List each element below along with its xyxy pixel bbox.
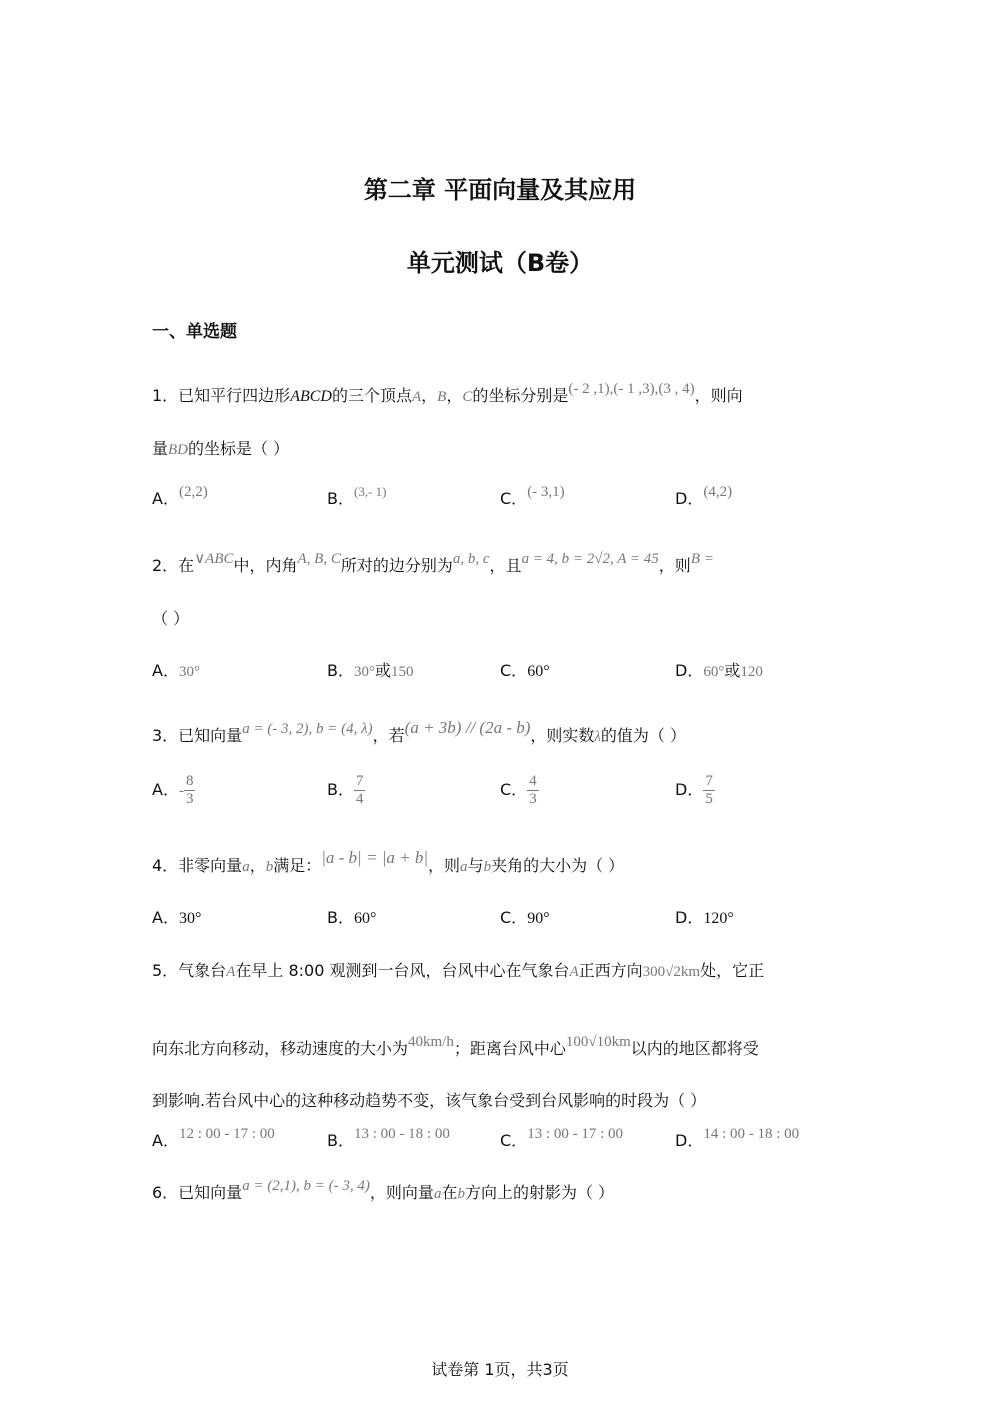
option-value: 30° <box>178 910 202 927</box>
q2-option-b[interactable] <box>327 658 414 681</box>
q5-text: 正西方向 <box>578 961 643 980</box>
question-3-line-1 <box>152 718 687 746</box>
option-value: (2,2) <box>178 484 208 500</box>
q3-option-a[interactable] <box>152 773 195 808</box>
option-label: C． <box>500 661 528 680</box>
option-value: 13 : 00 - 18 : 00 <box>353 1126 450 1142</box>
option-value: 30° <box>353 664 375 680</box>
option-value: 60° <box>353 910 377 927</box>
q1-shape: ABCD <box>290 388 332 405</box>
q5-option-c[interactable] <box>500 1128 623 1151</box>
q3-lambda: λ <box>594 729 601 745</box>
option-label: C． <box>500 908 528 927</box>
q3-option-c[interactable] <box>500 773 539 808</box>
q1-coords: (- 2 ,1),(- 1 ,3),(3 , 4) <box>568 381 695 397</box>
option-label: B． <box>327 1131 354 1150</box>
q4-vector-a: a <box>460 859 468 875</box>
q2-text: 2．在 <box>152 556 195 575</box>
q5-text: 处，它正 <box>700 961 765 980</box>
q1-text: 的坐标分别是 <box>472 386 569 405</box>
q3-text: 的值为（ ） <box>600 726 687 745</box>
q5-text: 5．气象台 <box>152 961 227 980</box>
q6-text: 6．已知向量 <box>152 1183 243 1202</box>
fraction <box>354 773 366 808</box>
q2-angles: A, B, C <box>297 551 341 567</box>
fraction-numerator: 4 <box>529 773 537 789</box>
q2-option-c[interactable] <box>500 658 550 681</box>
question-1-line-1 <box>152 383 743 406</box>
question-5-line-2 <box>152 1036 759 1059</box>
q2-text: ，且 <box>489 556 522 575</box>
q2-given: a = 4, b = 2√2, A = 45 <box>521 551 659 567</box>
option-label: A． <box>152 908 179 927</box>
option-value: 60° <box>703 664 725 680</box>
q5-speed: 40km/h <box>408 1034 454 1050</box>
q4-text: 4．非零向量 <box>152 856 243 875</box>
q1-point-a: A <box>411 389 422 405</box>
q5-text: 在早上 8:00 观测到一台风，台风中心在气象台 <box>235 961 570 980</box>
option-value: (4,2) <box>703 484 733 500</box>
q1-option-a[interactable] <box>152 486 208 509</box>
q5-text: 以内的地区都将受 <box>630 1039 759 1058</box>
q2-text: ，则 <box>658 556 691 575</box>
q4-vector-a: a <box>242 859 250 875</box>
q3-vectors: a = (- 3, 2), b = (4, λ) <box>242 721 373 737</box>
q1-text: ，则向 <box>694 386 743 405</box>
q6-vectors: a = (2,1), b = (- 3, 4) <box>242 1178 370 1194</box>
q4-vector-b: b <box>265 859 274 875</box>
q3-condition: (a + 3b) // (2a - b) <box>404 718 531 737</box>
question-4-line-1 <box>152 848 625 876</box>
fraction <box>703 773 715 808</box>
q2-option-a[interactable] <box>152 658 200 681</box>
page-title: 第二章 平面向量及其应用 <box>363 176 637 204</box>
q1-sep: ， <box>446 386 463 405</box>
q1-sep: ， <box>421 386 438 405</box>
q3-text: ，若 <box>372 726 405 745</box>
q5-option-b[interactable] <box>327 1128 450 1151</box>
question-6-line-1 <box>152 1180 614 1203</box>
question-5-line-1 <box>152 958 764 981</box>
q1-option-c[interactable] <box>500 486 565 509</box>
q4-option-b[interactable] <box>327 905 376 928</box>
option-or: 或 <box>724 661 741 680</box>
question-2-line-1 <box>152 553 714 576</box>
fraction-numerator: 8 <box>185 773 194 789</box>
option-label: D． <box>675 780 704 799</box>
option-value: 13 : 00 - 17 : 00 <box>527 1126 624 1142</box>
q4-option-c[interactable] <box>500 905 550 928</box>
q2-sides: a, b, c <box>452 551 490 567</box>
q1-text: 量 <box>152 439 169 458</box>
option-label: D． <box>675 908 704 927</box>
option-label: D． <box>675 489 704 508</box>
q1-point-c: C <box>462 389 473 405</box>
q5-distance: 300√2km <box>642 964 701 980</box>
option-value: (3,- 1) <box>353 484 387 499</box>
q4-condition: |a - b| = |a + b| <box>321 848 429 867</box>
option-label: D． <box>675 1131 704 1150</box>
q4-option-d[interactable] <box>675 905 734 928</box>
page-footer: 试卷第 1页，共3页 <box>431 1360 569 1379</box>
q4-option-a[interactable] <box>152 905 201 928</box>
q2-target: B = <box>690 551 714 567</box>
option-or: 或 <box>374 661 391 680</box>
option-label: B． <box>327 661 354 680</box>
q2-triangle: ∨ABC <box>194 551 234 567</box>
option-label: A． <box>152 780 179 799</box>
q4-text: 满足： <box>273 856 322 875</box>
section-heading: 一、单选题 <box>152 322 237 342</box>
q1-option-d[interactable] <box>675 486 732 509</box>
question-2-line-2: （ ） <box>152 609 190 628</box>
q5-option-a[interactable] <box>152 1128 275 1151</box>
q2-text: 中，内角 <box>233 556 298 575</box>
fraction-numerator: 7 <box>705 773 713 789</box>
option-label: A． <box>152 1131 179 1150</box>
option-label: A． <box>152 661 179 680</box>
q6-text: 方向上的射影为（ ） <box>464 1183 615 1202</box>
q6-text: ，则向量 <box>369 1183 434 1202</box>
q4-text: ，则 <box>428 856 461 875</box>
fraction-denominator: 4 <box>355 791 364 807</box>
option-value: 120 <box>740 664 763 680</box>
fraction-denominator: 5 <box>705 791 713 807</box>
q3-option-d[interactable] <box>675 773 715 808</box>
q5-text: ；距离台风中心 <box>453 1039 566 1058</box>
q1-text: 1．已知平行四边形 <box>152 386 291 405</box>
q1-text: 的三个顶点 <box>331 386 412 405</box>
option-label: C． <box>500 780 528 799</box>
fraction-denominator: 3 <box>529 791 537 807</box>
fraction <box>184 773 196 808</box>
q2-text: 所对的边分别为 <box>340 556 453 575</box>
q6-vector-a: a <box>433 1186 442 1202</box>
q4-sep: ， <box>249 856 266 875</box>
q1-vector: BD <box>168 442 189 458</box>
option-label: C． <box>500 489 528 508</box>
option-value: 60° <box>527 663 550 680</box>
option-label: C． <box>500 1131 528 1150</box>
question-5-line-3: 到影响.若台风中心的这种移动趋势不变，该气象台受到台风影响的时段为（ ） <box>152 1091 707 1110</box>
option-label: A． <box>152 489 179 508</box>
option-value: 120° <box>703 910 734 927</box>
fraction <box>527 773 539 808</box>
option-value: (- 3,1) <box>527 484 565 500</box>
q6-vector-b: b <box>457 1186 465 1202</box>
q2-option-d[interactable] <box>675 658 763 681</box>
q4-text: 与 <box>467 856 484 875</box>
q5-option-d[interactable] <box>675 1128 799 1151</box>
q5-text: 向东北方向移动，移动速度的大小为 <box>152 1039 409 1058</box>
fraction-denominator: 3 <box>185 791 194 807</box>
q4-text: 夹角的大小为（ ） <box>491 856 625 875</box>
q4-vector-b: b <box>483 859 492 875</box>
option-value: 90° <box>527 910 550 927</box>
q3-text: ，则实数 <box>530 726 595 745</box>
option-value: 14 : 00 - 18 : 00 <box>703 1126 800 1142</box>
q3-text: 3．已知向量 <box>152 726 243 745</box>
option-label: B． <box>327 908 354 927</box>
q1-text: 的坐标是（ ） <box>188 439 290 458</box>
q5-point-a: A <box>569 964 579 980</box>
q1-point-b: B <box>437 389 447 405</box>
q1-option-b[interactable] <box>327 486 386 509</box>
option-value: 12 : 00 - 17 : 00 <box>178 1126 275 1142</box>
option-label: D． <box>675 661 704 680</box>
option-value: 30° <box>178 664 200 680</box>
option-label: B． <box>327 780 354 799</box>
q6-text: 在 <box>441 1183 458 1202</box>
question-1-line-2 <box>152 436 289 459</box>
q3-option-b[interactable] <box>327 773 365 808</box>
page-subtitle: 单元测试（B卷） <box>406 249 594 277</box>
option-value: 150 <box>391 664 414 680</box>
q5-radius: 100√10km <box>565 1034 631 1050</box>
q5-point-a: A <box>226 964 236 980</box>
option-label: B． <box>327 489 354 508</box>
option-sign: - <box>178 783 184 799</box>
fraction-numerator: 7 <box>355 773 364 789</box>
